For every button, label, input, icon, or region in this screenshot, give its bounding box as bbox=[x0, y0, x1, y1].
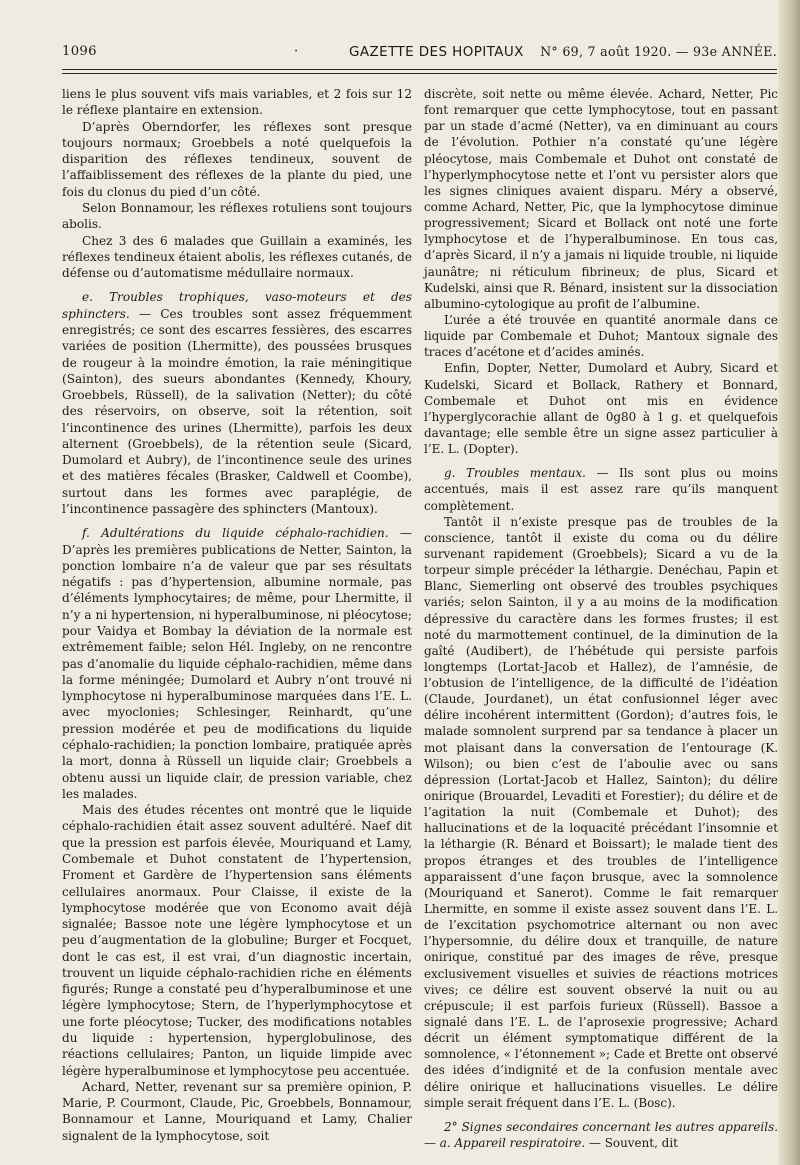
paragraph-text: Tantôt il n’existe presque pas de troubles de la conscience, tantôt il existe du coma ou du délire survenant rapidement (Groebbels); Sicard a vu de la torpeur simple précéder la léthargie. Denéchau, Papin et Blanc, Siemerling ont observé des troubles psychiques variés; selon Sainton, il y a au moins de la modification dépressive du caractère dans les formes frustes; il est noté du marmottement continuel, de la diminution de la gaîté (Audibert), de l’hébétude qui persiste parfois longtemps (Lortat-Jacob et Hallez), de l’amnésie, de l’obtusion de l’intelligence, de la difficulté de l’idéation (Claude, Jourdanet), un état confusionnel léger avec délire incohérent intermittent (Gordon); d’autres fois, le malade somnolent surprend par sa tendance à placer un mot plaisant dans la conversation de l’entourage (K. Wilson); ou bien c’est de l’aboulie avec ou sans dépression (Lortat-Jacob et Hallez, Sainton); du délire onirique (Brouardel, Levaditi et Forestier); du délire et de l’agitation la nuit (Combemale et Duhot); des hallucinations et de la loquacité précédant l’insomnie et la léthargie (R. Bénard et Boissart); le malade tient des propos étranges et des troubles de l’intelligence apparaissent d’une façon brusque, avec la somnolence (Mouriquand et Sanerot). Comme le fait remarquer Lhermitte, en somme il existe assez souvent dans l’E. L. de l’excitation psychomotrice alternant ou non avec l’hypersomnie, du délire doux et tranquille, de nature onirique, constitué par des images de rêve, presque exclusivement visuelles et suivies de réactions motrices vives; ce délire est souvent observé la nuit ou au crépuscule; il est parfois furieux (Rüssell). Bassoe a signalé dans l’E. L. de l’aprosexie progressive; Achard décrit un élément symptomatique différent de la somnolence, « l’étonnement »; Cade et Brette ont observé des idées d’indignité et de la confusion mentale avec délire onirique et hallucinations visuelles. Le délire simple serait fréquent dans l’E. L. (Bosc). bbox=[424, 514, 778, 1110]
issue-info: N° 69, 7 août 1920. — 93e ANNÉE. bbox=[540, 44, 777, 59]
page-edge-shadow bbox=[778, 0, 800, 1165]
paragraph-text: D’après Oberndorfer, les réflexes sont presque toujours normaux; Groebbels a noté quelquefois la disparition des réflexes tendineux, souvent de l’affaiblissement des réflexes de la plante du pied, une fois du clonus du pied d’un côté. bbox=[62, 119, 412, 199]
paragraph bbox=[424, 465, 778, 513]
paragraph-text: — D’après les premières publications de Netter, Sainton, la ponction lombaire n’a de valeur que par ses résultats négatifs : pas d’hypertension, albumine normale, pas d’éléments lymphocytaires; de même, pour Lhermitte, il n’y a ni hypertension, ni hyperalbuminose, ni pléocytose; pour Vaidya et Bombay la déviation de la normale est extrêmement faible; selon Hél. Ingleby, on ne rencontre pas d’anomalie du liquide céphalo-rachidien, même dans la forme méningée; Dumolard et Aubry n’ont trouvé ni lymphocytose ni hyperalbuminose marquées dans l’E. L. avec myoclonies; Schlesinger, Reinhardt, qu’une pression modérée et peu de modifications du liquide céphalo-rachidien; la ponction lombaire, pratiquée après la mort, donna à Rüssell un liquide clair; Groebbels a obtenu aussi un liquide clair, de pression variable, chez les malades. bbox=[62, 526, 412, 801]
paragraph-text: Mais des études récentes ont montré que le liquide céphalo-rachidien était assez souvent adultéré. Naef dit que la pression est parfois élevée, Mouriquand et Lamy, Combemale et Duhot constatent de l’hypertension, Froment et Gardère de l’hypertension sans éléments cellulaires anormaux. Pour Claisse, il existe de la lymphocytose modérée que von Economo avait déjà signalée; Bassoe note une légère lymphocytose et un peu d’augmentation de la globuline; Burger et Focquet, dont le cas est, il est vrai, d’un diagnostic incertain, trouvent un liquide céphalo-rachidien riche en éléments figurés; Runge a constaté peu d’hyperalbuminose et une légère lymphocytose; Stern, de l’hyperlymphocytose et une forte pléocytose; Tucker, des modifications notables du liquide : hypertension, hyperglobulinose, des réactions cellulaires; Panton, un liquide limpide avec légère hyperalbuminose et lymphocytose peu accentuée. bbox=[62, 803, 412, 1078]
section-heading: 2° Signes secondaires concernant les autres appareils. — a. Appareil respiratoire. bbox=[424, 1119, 778, 1150]
header-dot: · bbox=[294, 44, 299, 59]
header-rule-thin bbox=[62, 73, 777, 74]
left-column bbox=[62, 86, 412, 1144]
paragraph bbox=[424, 1119, 778, 1151]
paragraph-text: — Ces troubles sont assez fréquemment enregistrés; ce sont des escarres fessières, des escarres variées de position (Lhermitte), des poussées brusques de rougeur à la moindre émotion, la raie méningitique (Sainton), des sueurs abondantes (Kennedy, Khoury, Groebbels, Rüssell), de la salivation (Netter); du côté des réservoirs, on observe, soit la rétention, soit l’incontinence des urines (Lhermitte), parfois les deux alternent (Groebbels), de la rétention seule (Sicard, Dumolard et Aubry), de l’incontinence seule des urines et des matières fécales (Brasker, Caldwell et Coombe), surtout dans les formes avec paraplégie, de l’incontinence passagère des sphincters (Mantoux). bbox=[62, 306, 412, 517]
paragraph bbox=[62, 289, 412, 517]
paragraph bbox=[424, 514, 778, 1111]
running-header bbox=[62, 44, 777, 70]
paragraph bbox=[62, 233, 412, 282]
paragraph-text: Enfin, Dopter, Netter, Dumolard et Aubry, Sicard et Kudelski, Sicard et Bollack, Rathery et Bonnard, Combemale et Duhot ont mis en évidence l’hyperglycorachie allant de 0g80 à 1 g. et quelquefois davantage; elle semble être un signe assez particulier à l’E. L. (Dopter). bbox=[424, 361, 778, 457]
paragraph-text: — Souvent, dit bbox=[585, 1136, 678, 1150]
page-number: 1096 bbox=[62, 44, 97, 59]
paragraph-text: discrète, soit nette ou même élevée. Achard, Netter, Pic font remarquer que cette lymphocytose, tout en passant par un stade d’acmé (Netter), va en diminuant au cours de l’évolution. Pothier n’a constaté qu’une légère pléocytose, mais Combemale et Duhot ont constaté de l’hyperlymphocytose nette et l’ont vu persister alors que les signes cliniques avaient disparu. Méry a observé, comme Achard, Netter, Pic, que la lymphocytose diminue progressivement; Sicard et Bollack ont noté une forte lymphocytose et de l’hyperalbuminose. En tous cas, d’après Sicard, il n’y a jamais ni liquide trouble, ni liquide jaunâtre; ni réticulum fibrineux; de plus, Sicard et Kudelski, ainsi que R. Bénard, insistent sur la dissociation albumino-cytologique au profit de l’albumine. bbox=[424, 87, 778, 311]
paragraph bbox=[62, 200, 412, 233]
paragraph bbox=[62, 802, 412, 1079]
section-heading: g. Troubles mentaux. bbox=[444, 466, 586, 481]
paragraph-text: — Ils sont plus ou moins accentués, mais il est assez rare qu’ils manquent complètement. bbox=[424, 466, 778, 513]
paragraph bbox=[62, 86, 412, 119]
section-heading: f. Adultérations du liquide céphalo-rachidien. bbox=[82, 526, 389, 541]
paragraph bbox=[62, 119, 412, 200]
paragraph bbox=[424, 360, 778, 457]
right-column bbox=[424, 86, 778, 1151]
paragraph-text: Chez 3 des 6 malades que Guillain a examinés, les réflexes tendineux étaient abolis, les réflexes cutanés, de défense ou d’automatisme médullaire normaux. bbox=[62, 233, 412, 281]
header-rule-thick bbox=[62, 69, 777, 70]
paragraph-text: Achard, Netter, revenant sur sa première opinion, P. Marie, P. Courmont, Claude, Pic, Groebbels, Bonnamour, Bonnamour et Lanne, Mouriquand et Lamy, Chalier signalent de la lymphocytose, soit bbox=[62, 1079, 412, 1143]
journal-title: GAZETTE DES HOPITAUX bbox=[349, 44, 524, 60]
paragraph bbox=[424, 86, 778, 312]
paragraph-text: liens le plus souvent vifs mais variables, et 2 fois sur 12 le réflexe plantaire en extension. bbox=[62, 87, 412, 118]
paragraph bbox=[62, 1079, 412, 1144]
section-heading: e. Troubles trophiques, vaso-moteurs et des sphincters. bbox=[62, 290, 412, 321]
paragraph bbox=[424, 312, 778, 360]
paragraph bbox=[62, 525, 412, 802]
paragraph-text: L’urée a été trouvée en quantité anormale dans ce liquide par Combemale et Duhot; Mantoux signale des traces d’acétone et d’acides aminés. bbox=[424, 312, 778, 360]
paragraph-text: Selon Bonnamour, les réflexes rotuliens sont toujours abolis. bbox=[62, 200, 412, 232]
